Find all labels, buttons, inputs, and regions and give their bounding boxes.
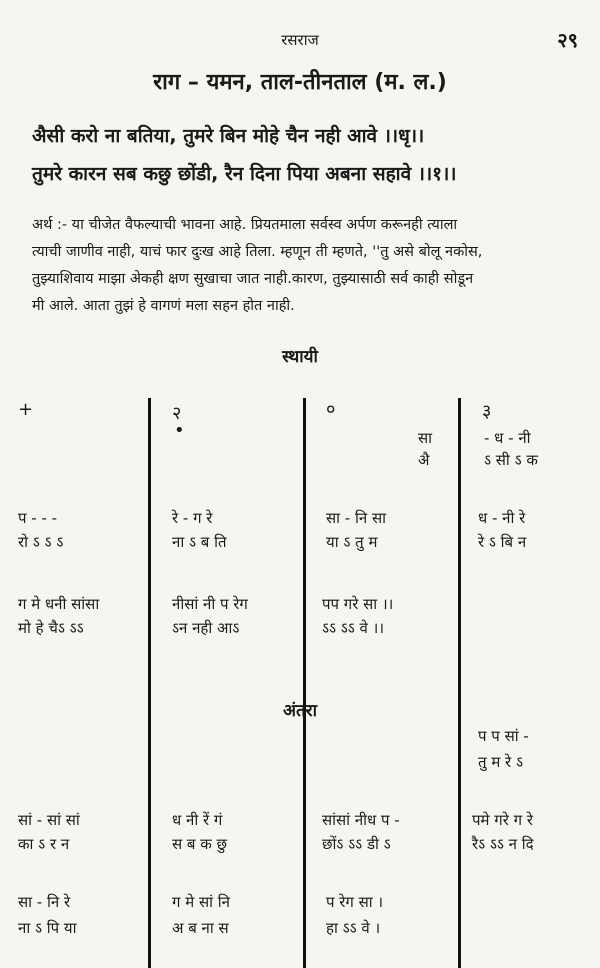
swara-cell: पमे गरे ग रे: [472, 811, 533, 829]
page-number: २९: [557, 28, 578, 52]
bol-cell: ऽ सी ऽ क: [484, 451, 538, 469]
bol-cell: का ऽ र न: [18, 835, 70, 853]
swara-cell: पप गरे सा ।।: [322, 595, 394, 613]
bol-cell: ऽऽ ऽऽ वे ।।: [322, 619, 385, 637]
bol-cell: ना ऽ ब ति: [172, 533, 227, 551]
taal-marker-dot: •: [174, 420, 185, 441]
swara-cell: ग मे धनी सांसा: [18, 595, 100, 613]
bar-line: [458, 398, 461, 968]
bol-cell: ना ऽ पि या: [18, 919, 77, 937]
swara-cell: नीसां नी प रेग: [172, 595, 248, 613]
swara-cell: प प सां -: [478, 727, 529, 745]
bol-cell: ऽन नही आऽ: [172, 619, 240, 637]
swara-cell: ग मे सां नि: [172, 893, 230, 911]
swara-cell: सा: [418, 429, 433, 447]
lyric-line-1: अैसी करो ना बतिया, तुमरे बिन मोहे चैन नही आवे ।।धृ।।: [32, 125, 425, 147]
swara-cell: ध नी रें गं: [172, 811, 223, 829]
swara-cell: सां - सां सां: [18, 811, 80, 829]
bol-cell: अ ब ना स: [172, 919, 229, 937]
bar-line: [148, 398, 151, 968]
taal-marker-khali: ०: [326, 399, 336, 420]
bol-cell: रे ऽ बि न: [478, 533, 527, 551]
lyric-line-2: तुमरे कारन सब कछु छोंडी, रैन दिना पिया अबना सहावे ।।१।।: [32, 163, 457, 185]
bol-cell: छोंऽ ऽऽ डी ऽ: [322, 835, 391, 853]
swara-cell: प - - -: [18, 509, 58, 527]
artha-line: तुझ्याशिवाय माझा अेकही क्षण सुखाचा जात नाही.कारण, तुझ्यासाठी सर्व काही सोडून: [32, 271, 474, 287]
raag-title: राग – यमन, ताल-तीनताल (म. ल.): [153, 70, 447, 95]
bol-cell: मो हे चैऽ ऽऽ: [18, 619, 84, 637]
artha-paragraph: [32, 212, 572, 320]
bol-cell: तु म रे ऽ: [478, 753, 523, 771]
bol-cell: अै: [418, 451, 430, 469]
swara-cell: प रेग सा ।: [326, 893, 384, 911]
taal-marker-2: २: [172, 403, 182, 424]
sthayi-heading: स्थायी: [282, 347, 318, 367]
swara-cell: सांसां नीध प -: [322, 811, 400, 829]
swara-cell: सा - नि सा: [326, 509, 386, 527]
artha-line: अर्थ :- या चीजेत वैफल्याची भावना आहे. प्रियतमाला सर्वस्व अर्पण करूनही त्याला: [32, 217, 458, 233]
swara-cell: रे - ग रे: [172, 509, 213, 527]
taal-marker-3: ३: [482, 401, 492, 422]
bol-cell: स ब क छु: [172, 835, 228, 853]
bol-cell: रैऽ ऽऽ न दि: [472, 835, 534, 853]
bol-cell: रो ऽ ऽ ऽ: [18, 533, 64, 551]
swara-cell: सा - नि रे: [18, 893, 71, 911]
artha-line: मी आले. आता तुझं हे वागणं मला सहन होत नाही.: [32, 298, 295, 314]
artha-line: त्याची जाणीव नाही, याचं फार दुःख आहे तिला. म्हणून ती म्हणते, ''तु असे बोलू नकोस,: [32, 244, 483, 260]
bol-cell: या ऽ तु म: [326, 533, 378, 551]
taal-marker-sam: +: [18, 399, 34, 420]
page-header-title: रसराज: [281, 31, 319, 49]
bol-cell: हा ऽऽ वे ।: [326, 919, 381, 937]
antara-heading: अंतरा: [282, 701, 318, 721]
swara-cell: ध - नी रे: [478, 509, 526, 527]
swara-cell: - ध - नी: [484, 429, 531, 447]
bar-line: [303, 398, 306, 968]
